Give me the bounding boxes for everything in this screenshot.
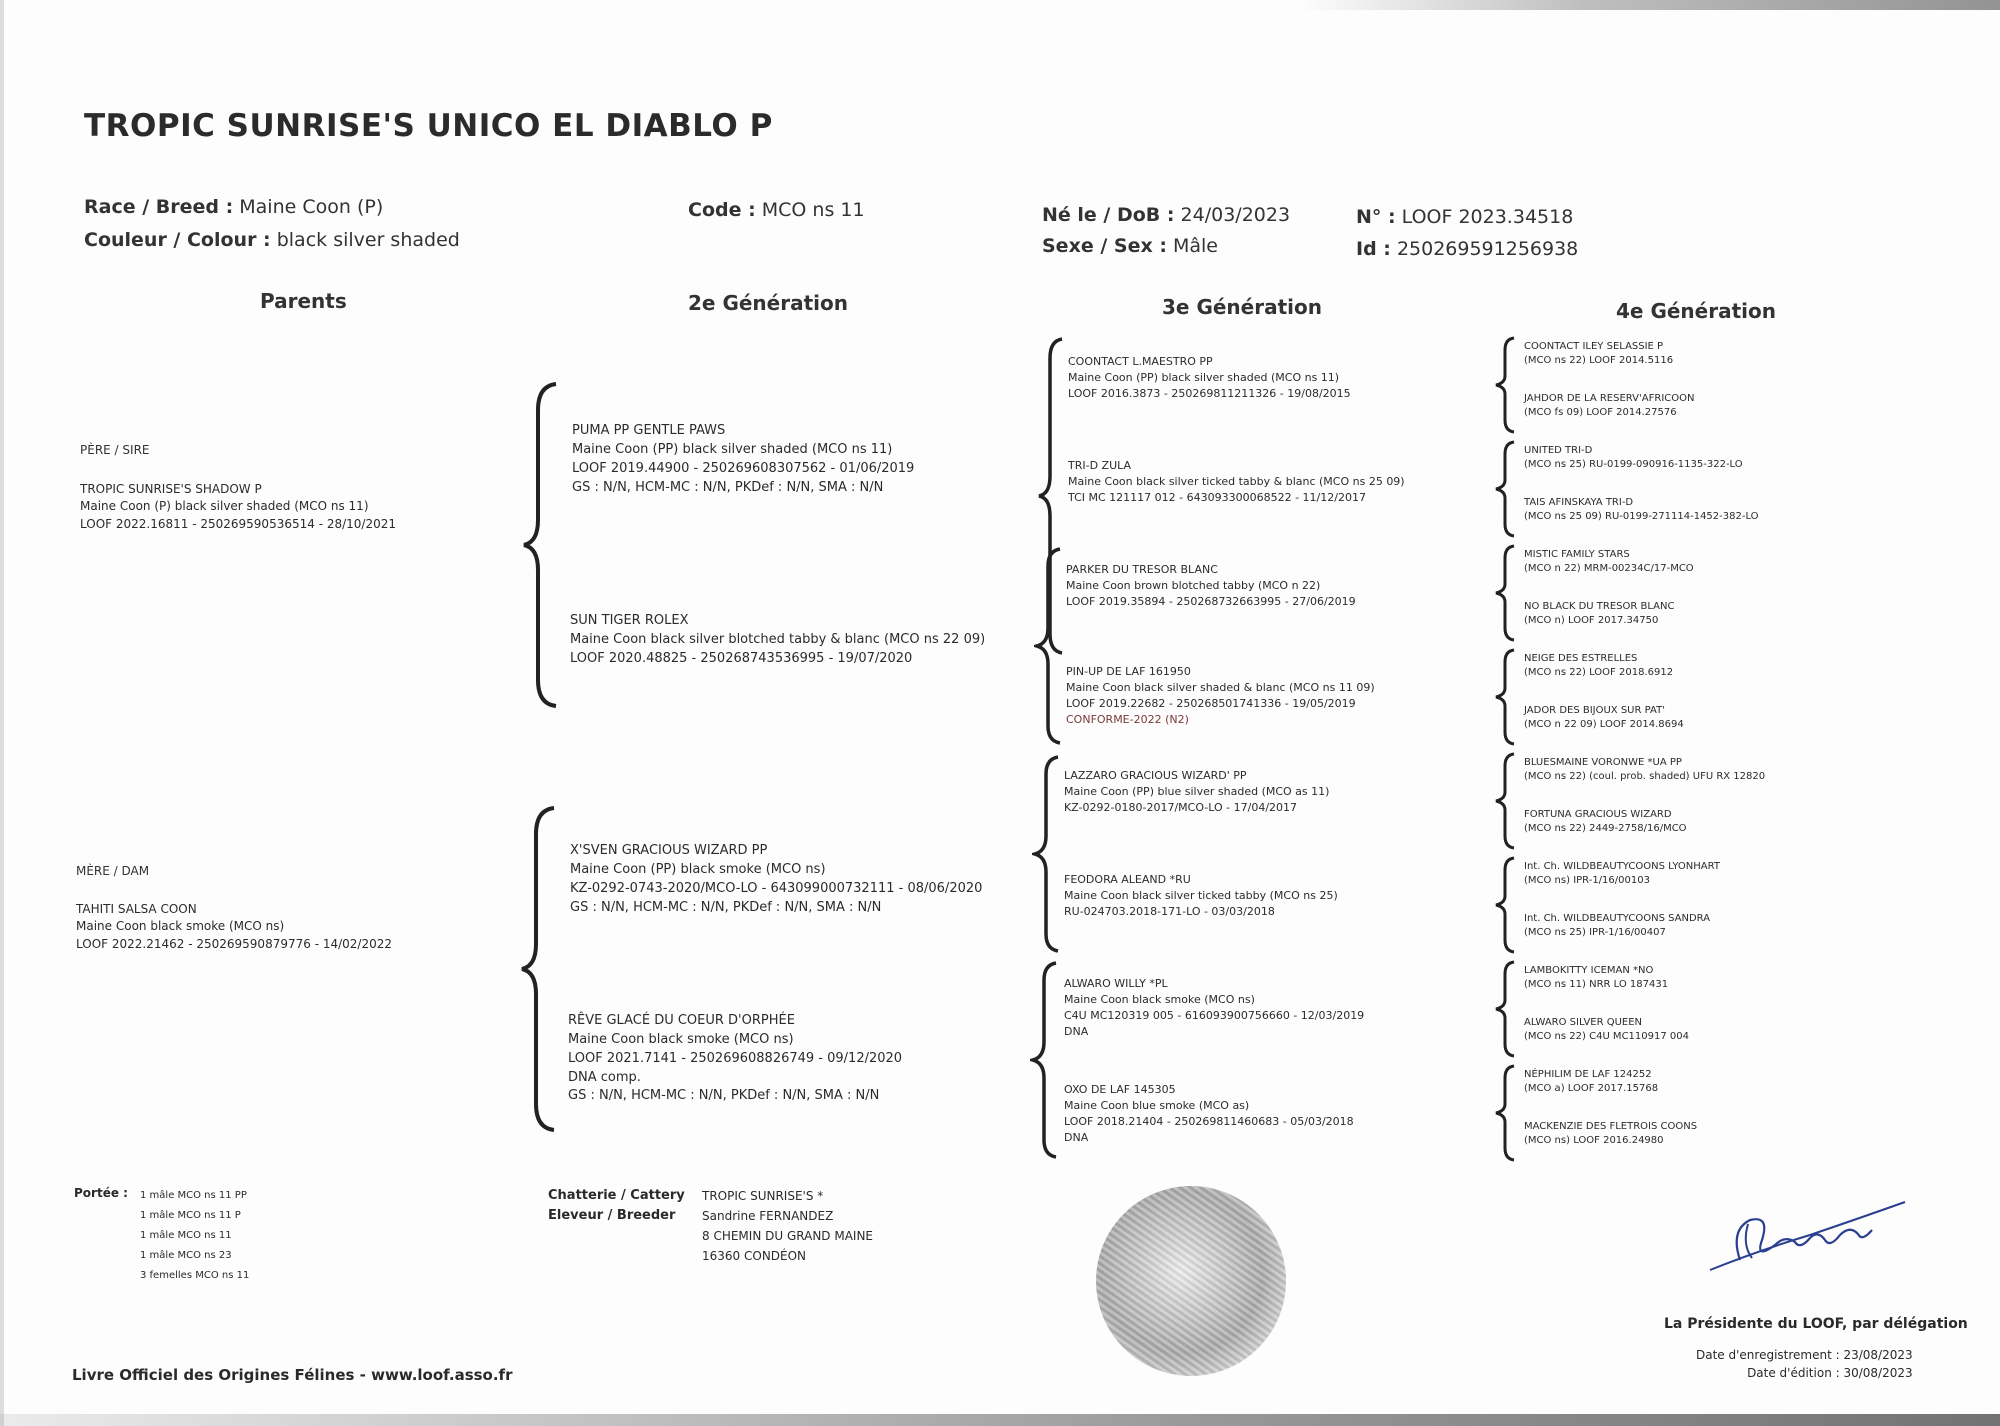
gen3-name: LAZZARO GRACIOUS WIZARD' PP <box>1064 769 1247 782</box>
litter-item: 1 mâle MCO ns 11 P <box>140 1210 241 1221</box>
gen4-details: (MCO fs 09) LOOF 2014.27576 <box>1524 406 1677 418</box>
gen4-name: NO BLACK DU TRESOR BLANC <box>1524 601 1675 612</box>
gen4-name: FORTUNA GRACIOUS WIZARD <box>1524 809 1672 820</box>
number-row <box>1356 206 1573 228</box>
gen3-details: Maine Coon brown blotched tabby (MCO n 22) <box>1066 578 1321 592</box>
gen3-name: FEODORA ALEAND *RU <box>1064 873 1191 886</box>
gen3-dna: DNA <box>1064 1024 1089 1038</box>
gen3-name: COONTACT L.MAESTRO PP <box>1068 355 1213 368</box>
gen4-details: (MCO ns 22) LOOF 2018.6912 <box>1524 666 1674 678</box>
sire-name: TROPIC SUNRISE'S SHADOW P <box>80 482 262 496</box>
gen4-name: NÉPHILIM DE LAF 124252 <box>1524 1069 1652 1080</box>
brace-gen4-7 <box>1494 960 1518 1058</box>
gen4-details: (MCO n 22 09) LOOF 2014.8694 <box>1524 718 1684 730</box>
gen3-entry <box>1064 976 1364 1040</box>
gen4-entry <box>1524 392 1694 419</box>
gen3-name: PIN-UP DE LAF 161950 <box>1066 665 1191 678</box>
litter-list <box>140 1186 249 1286</box>
gen3-details: Maine Coon (PP) black silver shaded (MCO ns 11) <box>1068 370 1340 384</box>
gen2-registration: KZ-0292-0743-2020/MCO-LO - 643099000732111 - 08/06/2020 <box>570 880 983 896</box>
sex-row <box>1042 235 1218 257</box>
gen4-name: Int. Ch. WILDBEAUTYCOONS LYONHART <box>1524 861 1720 872</box>
gen3-entry <box>1068 354 1351 402</box>
footer-text: Livre Officiel des Origines Félines - www.loof.asso.fr <box>72 1366 513 1384</box>
gen4-details: (MCO ns 11) NRR LO 187431 <box>1524 978 1669 990</box>
gen2-tests: GS : N/N, HCM-MC : N/N, PKDef : N/N, SMA : N/N <box>568 1088 880 1104</box>
gen2-name: X'SVEN GRACIOUS WIZARD PP <box>570 843 768 858</box>
gen4-entry <box>1524 1120 1697 1147</box>
gen3-entry <box>1066 562 1356 610</box>
breed-value: Maine Coon (P) <box>239 196 384 218</box>
gen4-name: ALWARO SILVER QUEEN <box>1524 1017 1643 1028</box>
breed-row <box>84 196 383 218</box>
gen2-details: Maine Coon (PP) black silver shaded (MCO ns 11) <box>572 441 893 457</box>
gen4-name: NEIGE DES ESTRELLES <box>1524 653 1638 664</box>
gen2-name: PUMA PP GENTLE PAWS <box>572 423 726 438</box>
brace-gen3-2 <box>1034 546 1064 746</box>
gen2-registration: LOOF 2019.44900 - 250269608307562 - 01/06/2019 <box>572 460 915 476</box>
gen4-name: JADOR DES BIJOUX SUR PAT' <box>1524 705 1665 716</box>
gen4-details: (MCO a) LOOF 2017.15768 <box>1524 1082 1659 1094</box>
registration-date: Date d'enregistrement : 23/08/2023 <box>1696 1348 1913 1362</box>
gen2-details: Maine Coon black silver blotched tabby & blanc (MCO ns 22 09) <box>570 631 986 647</box>
number-value: LOOF 2023.34518 <box>1401 206 1574 228</box>
brace-gen4-6 <box>1494 856 1518 954</box>
brace-gen3-4 <box>1030 960 1060 1160</box>
president-caption: La Présidente du LOOF, par délégation <box>1664 1316 1968 1332</box>
code-label: Code : <box>688 199 756 221</box>
gen4-entry <box>1524 1016 1689 1043</box>
gen4-entry <box>1524 600 1674 627</box>
gen4-entry <box>1524 860 1720 887</box>
gen3-entry <box>1064 1082 1354 1146</box>
dates-block <box>1696 1346 1913 1382</box>
litter-item: 1 mâle MCO ns 11 <box>140 1230 232 1241</box>
gen4-name: Int. Ch. WILDBEAUTYCOONS SANDRA <box>1524 913 1711 924</box>
gen4-entry <box>1524 808 1687 835</box>
gen4-name: JAHDOR DE LA RESERV'AFRICOON <box>1524 393 1695 404</box>
cat-name-title: TROPIC SUNRISE'S UNICO EL DIABLO P <box>84 108 773 144</box>
dob-row <box>1042 204 1290 226</box>
sire-details: Maine Coon (P) black silver shaded (MCO ns 11) <box>80 499 369 514</box>
sex-value: Mâle <box>1172 235 1218 257</box>
gen2-entry <box>572 422 914 497</box>
id-row <box>1356 238 1578 260</box>
gen4-details: (MCO ns 25) RU-0199-090916-1135-322-LO <box>1524 458 1743 470</box>
gen4-name: MISTIC FAMILY STARS <box>1524 549 1630 560</box>
gen3-entry <box>1068 458 1405 506</box>
sire-entry <box>80 481 396 533</box>
gen4-entry <box>1524 704 1684 731</box>
dob-value: 24/03/2023 <box>1180 204 1291 226</box>
brace-gen4-8 <box>1494 1064 1518 1162</box>
gen4-name: COONTACT ILEY SELASSIE P <box>1524 341 1664 352</box>
gen4-name: LAMBOKITTY ICEMAN *NO <box>1524 965 1654 976</box>
hologram-seal <box>1096 1186 1286 1376</box>
gen4-details: (MCO ns) LOOF 2016.24980 <box>1524 1134 1664 1146</box>
breeder-name: Sandrine FERNANDEZ <box>702 1209 834 1223</box>
litter-item: 1 mâle MCO ns 11 PP <box>140 1190 247 1201</box>
gen4-details: (MCO ns 22) 2449-2758/16/MCO <box>1524 822 1687 834</box>
gen4-name: MACKENZIE DES FLETROIS COONS <box>1524 1121 1698 1132</box>
gen4-entry <box>1524 444 1743 471</box>
gen4-entry <box>1524 548 1694 575</box>
dam-registration: LOOF 2022.21462 - 250269590879776 - 14/02/2022 <box>76 936 392 951</box>
gen2-details: Maine Coon (PP) black smoke (MCO ns) <box>570 861 826 877</box>
gen4-entry <box>1524 756 1765 783</box>
gen3-registration: LOOF 2019.35894 - 250268732663995 - 27/06/2019 <box>1066 594 1356 608</box>
colour-label: Couleur / Colour : <box>84 229 271 251</box>
cattery-labels <box>548 1186 685 1226</box>
gen3-registration: RU-024703.2018-171-LO - 03/03/2018 <box>1064 904 1275 918</box>
brace-gen4-5 <box>1494 752 1518 850</box>
colour-value: black silver shaded <box>276 229 460 251</box>
gen2-details: Maine Coon black smoke (MCO ns) <box>568 1031 794 1047</box>
gen3-registration: LOOF 2019.22682 - 250268501741336 - 19/05/2019 <box>1066 696 1356 710</box>
gen4-details: (MCO ns) IPR-1/16/00103 <box>1524 874 1650 886</box>
sex-label: Sexe / Sex : <box>1042 235 1167 257</box>
code-row <box>688 199 865 221</box>
gen3-name: TRI-D ZULA <box>1068 459 1132 472</box>
id-value: 250269591256938 <box>1396 238 1579 260</box>
breeder-city: 16360 CONDÉON <box>702 1249 807 1263</box>
code-value: MCO ns 11 <box>761 199 865 221</box>
cattery-name: TROPIC SUNRISE'S * <box>702 1189 824 1203</box>
breeder-address: 8 CHEMIN DU GRAND MAINE <box>702 1229 874 1243</box>
brace-gen4-4 <box>1494 648 1518 746</box>
litter-item: 1 mâle MCO ns 23 <box>140 1250 232 1261</box>
scan-edge-left <box>0 0 4 1426</box>
gen3-details: Maine Coon black silver shaded & blanc (MCO ns 11 09) <box>1066 680 1375 694</box>
brace-gen4-2 <box>1494 440 1518 538</box>
gen4-entry <box>1524 964 1668 991</box>
litter-label: Portée : <box>74 1186 128 1200</box>
gen4-details: (MCO ns 22) LOOF 2014.5116 <box>1524 354 1674 366</box>
sire-registration: LOOF 2022.16811 - 250269590536514 - 28/10/2021 <box>80 516 396 531</box>
gen3-entry <box>1066 664 1375 728</box>
gen2-entry <box>568 1012 902 1106</box>
gen2-entry <box>570 612 985 669</box>
dob-label: Né le / DoB : <box>1042 204 1175 226</box>
brace-gen4-1 <box>1494 336 1518 434</box>
gen4-entry <box>1524 1068 1658 1095</box>
brace-gen3-3 <box>1032 754 1062 954</box>
gen4-entry <box>1524 496 1759 523</box>
gen3-name: OXO DE LAF 145305 <box>1064 1083 1176 1096</box>
gen3-details: Maine Coon black silver ticked tabby (MCO ns 25) <box>1064 888 1338 902</box>
gen3-conformity: CONFORME-2022 (N2) <box>1066 712 1189 726</box>
gen2-registration: LOOF 2020.48825 - 250268743536995 - 19/07/2020 <box>570 650 913 666</box>
gen3-details: Maine Coon (PP) blue silver shaded (MCO as 11) <box>1064 784 1330 798</box>
scan-edge-top <box>1300 0 2000 10</box>
gen3-registration: TCI MC 121117 012 - 643093300068522 - 11/12/2017 <box>1068 490 1366 504</box>
brace-gen2-dam <box>518 804 558 1134</box>
gen4-details: (MCO n) LOOF 2017.34750 <box>1524 614 1659 626</box>
number-label: N° : <box>1356 206 1396 228</box>
gen4-entry <box>1524 912 1710 939</box>
gen2-name: RÊVE GLACÉ DU COEUR D'ORPHÉE <box>568 1013 795 1028</box>
column-heading-gen3: 3e Génération <box>1162 295 1322 319</box>
gen4-name: BLUESMAINE VORONWE *UA PP <box>1524 757 1682 768</box>
id-label: Id : <box>1356 238 1391 260</box>
signature-image <box>1700 1190 1910 1280</box>
gen4-entry <box>1524 340 1673 367</box>
gen3-details: Maine Coon blue smoke (MCO as) <box>1064 1098 1250 1112</box>
gen4-details: (MCO ns 25 09) RU-0199-271114-1452-382-LO <box>1524 510 1759 522</box>
gen3-dna: DNA <box>1064 1130 1089 1144</box>
sire-role-label: PÈRE / SIRE <box>80 443 150 457</box>
gen3-registration: KZ-0292-0180-2017/MCO-LO - 17/04/2017 <box>1064 800 1298 814</box>
gen3-registration: C4U MC120319 005 - 616093900756660 - 12/03/2019 <box>1064 1008 1365 1022</box>
gen2-tests: GS : N/N, HCM-MC : N/N, PKDef : N/N, SMA : N/N <box>570 899 882 915</box>
gen4-name: TAIS AFINSKAYA TRI-D <box>1524 497 1634 508</box>
gen2-registration: LOOF 2021.7141 - 250269608826749 - 09/12/2020 <box>568 1050 903 1066</box>
edition-date: Date d'édition : 30/08/2023 <box>1747 1366 1913 1380</box>
breed-label: Race / Breed : <box>84 196 234 218</box>
dam-details: Maine Coon black smoke (MCO ns) <box>76 919 285 934</box>
dam-entry <box>76 901 392 953</box>
litter-item: 3 femelles MCO ns 11 <box>140 1270 250 1281</box>
cattery-values <box>702 1186 873 1266</box>
brace-gen2-sire <box>520 380 560 710</box>
gen3-entry <box>1064 768 1329 816</box>
dam-role-label: MÈRE / DAM <box>76 864 150 878</box>
gen4-name: UNITED TRI-D <box>1524 445 1593 456</box>
gen2-name: SUN TIGER ROLEX <box>570 613 689 628</box>
gen4-entry <box>1524 652 1673 679</box>
column-heading-parents: Parents <box>260 289 347 313</box>
breeder-label: Eleveur / Breeder <box>548 1208 676 1223</box>
brace-gen4-3 <box>1494 544 1518 642</box>
gen4-details: (MCO ns 22) C4U MC110917 004 <box>1524 1030 1689 1042</box>
gen4-details: (MCO n 22) MRM-00234C/17-MCO <box>1524 562 1694 574</box>
gen3-name: ALWARO WILLY *PL <box>1064 977 1168 990</box>
colour-row <box>84 229 460 251</box>
dam-name: TAHITI SALSA COON <box>76 902 197 916</box>
gen2-entry <box>570 842 982 917</box>
gen3-entry <box>1064 872 1338 920</box>
gen2-dna: DNA comp. <box>568 1069 641 1085</box>
column-heading-gen2: 2e Génération <box>688 291 848 315</box>
gen3-name: PARKER DU TRESOR BLANC <box>1066 563 1218 576</box>
gen4-details: (MCO ns 22) (coul. prob. shaded) UFU RX 12820 <box>1524 770 1766 782</box>
gen3-details: Maine Coon black smoke (MCO ns) <box>1064 992 1255 1006</box>
gen2-tests: GS : N/N, HCM-MC : N/N, PKDef : N/N, SMA : N/N <box>572 479 884 495</box>
scan-edge-bottom <box>0 1414 2000 1426</box>
column-heading-gen4: 4e Génération <box>1616 299 1776 323</box>
cattery-label: Chatterie / Cattery <box>548 1188 685 1203</box>
gen3-details: Maine Coon black silver ticked tabby & blanc (MCO ns 25 09) <box>1068 474 1405 488</box>
gen3-registration: LOOF 2018.21404 - 250269811460683 - 05/03/2018 <box>1064 1114 1354 1128</box>
gen4-details: (MCO ns 25) IPR-1/16/00407 <box>1524 926 1666 938</box>
gen3-registration: LOOF 2016.3873 - 250269811211326 - 19/08/2015 <box>1068 386 1351 400</box>
